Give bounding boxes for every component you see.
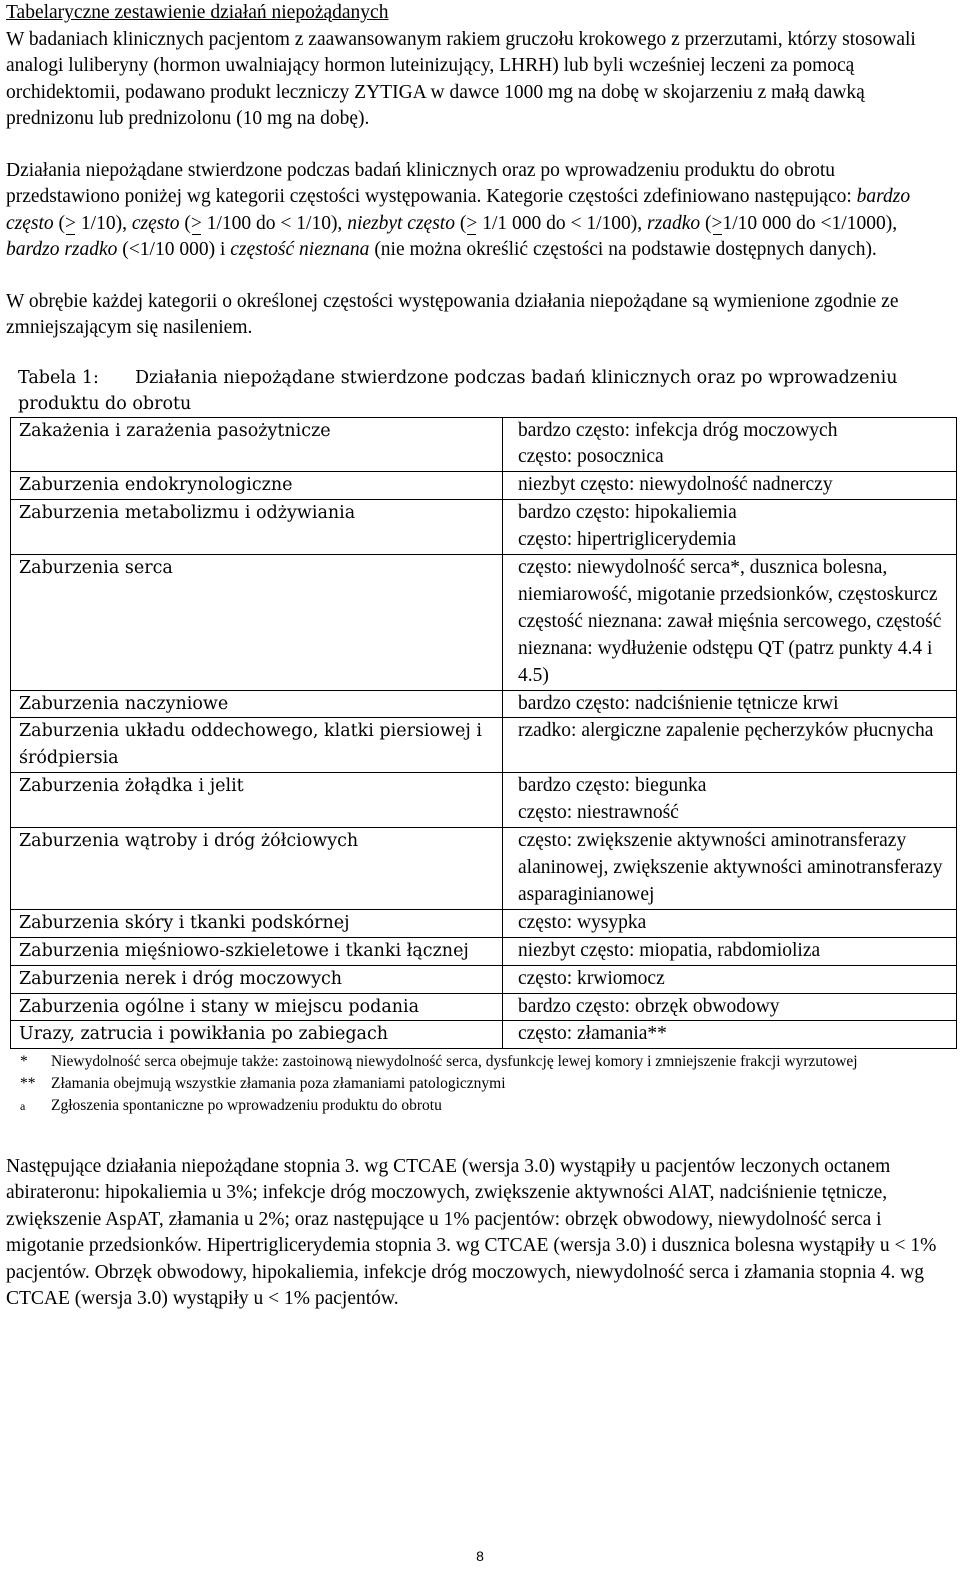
organ-class-cell: Zaburzenia układu oddechowego, klatki piersiowej i śródpiersia	[11, 718, 503, 773]
organ-class-cell: Zaburzenia skóry i tkanki podskórnej	[11, 909, 503, 937]
frequency-line: rzadko: alergiczne zapalenie pęcherzyków płucnycha	[518, 720, 934, 742]
frequency-line: często: posocznica	[518, 446, 664, 468]
table-caption	[18, 365, 950, 417]
frequency-cell	[503, 773, 957, 828]
frequency-cell	[503, 500, 957, 555]
footnote	[20, 1095, 950, 1123]
freq-term-uncommon: niezbyt często	[347, 212, 455, 234]
frequency-line: często: zwiększenie aktywności aminotransferazy alaninowej, zwiększenie aktywności aminotransferazy asparaginianowej	[518, 830, 943, 905]
frequency-cell	[503, 690, 957, 718]
table-body	[11, 417, 957, 1049]
frequency-lead: Działania niepożądane stwierdzone podczas badań klinicznych oraz po wprowadzeniu produktu do obrotu przedstawiono poniżej wg kategorii częstości występowania. Kategorie częstości zdefiniowano następująco:	[6, 159, 857, 207]
table-row	[11, 909, 957, 937]
freq-term-common: często	[131, 212, 180, 234]
frequency-cell	[503, 472, 957, 500]
ge-symbol: >	[65, 211, 76, 238]
frequency-line: często: niestrawność	[518, 802, 679, 824]
organ-class-cell: Zaburzenia wątroby i dróg żółciowych	[11, 828, 503, 910]
table-footnotes	[20, 1051, 950, 1123]
frequency-cell	[503, 1021, 957, 1049]
frequency-paragraph: Działania niepożądane stwierdzone podczas badań klinicznych oraz po wprowadzeniu produktu do obrotu przedstawiono poniżej wg kategorii częstości występowania. Kategorie częstości zdefiniowano następująco: bardzo często (> 1/10), często (> 1/100 do < 1/10), niezbyt często (> 1/1 000 do < 1/100), rzadko (>1/10 000 do <1/1000), bardzo rzadko (<1/10 000) i częstość nieznana (nie można określić częstości na podstawie dostępnych danych).	[6, 159, 911, 260]
frequency-line: bardzo często: nadciśnienie tętnicze krwi	[518, 692, 839, 714]
frequency-line: bardzo często: infekcja dróg moczowych	[518, 419, 838, 441]
table-row	[11, 965, 957, 993]
table-row	[11, 718, 957, 773]
organ-class-cell: Zaburzenia serca	[11, 555, 503, 691]
frequency-cell	[503, 993, 957, 1021]
frequency-cell	[503, 965, 957, 993]
table-row	[11, 773, 957, 828]
table-row	[11, 828, 957, 910]
page-number: 8	[476, 1548, 484, 1564]
frequency-cell	[503, 718, 957, 773]
ge-symbol: >	[712, 211, 723, 238]
footnote-text: Zgłoszenia spontaniczne po wprowadzeniu produktu do obrotu	[51, 1097, 442, 1115]
organ-class-cell: Zaburzenia endokrynologiczne	[11, 472, 503, 500]
frequency-line: często: złamania**	[518, 1023, 667, 1045]
table-row	[11, 500, 957, 555]
organ-class-cell: Zaburzenia nerek i dróg moczowych	[11, 965, 503, 993]
freq-term-very-common: bardzo często	[6, 186, 911, 234]
organ-class-cell: Zaburzenia metabolizmu i odżywiania	[11, 500, 503, 555]
frequency-line: częstość nieznana: zawał mięśnia sercowego, częstość nieznana: wydłużenie odstępu QT (patrz punkty 4.4 i 4.5)	[518, 610, 942, 686]
frequency-line: często: wysypka	[518, 911, 647, 933]
frequency-cell	[503, 909, 957, 937]
table-row	[11, 555, 957, 691]
frequency-line: często: niewydolność serca*, dusznica bolesna, niemiarowość, migotanie przedsionków, częstoskurcz	[518, 557, 938, 605]
table-row	[11, 993, 957, 1021]
footnote-text: Złamania obejmują wszystkie złamania poza złamaniami patologicznymi	[51, 1075, 506, 1093]
footnote-mark: **	[20, 1075, 36, 1093]
adverse-reactions-table	[10, 417, 957, 1050]
frequency-line: bardzo często: biegunka	[518, 775, 707, 797]
frequency-line: często: hipertriglicerydemia	[518, 529, 737, 551]
organ-class-cell: Zaburzenia ogólne i stany w miejscu podania	[11, 993, 503, 1021]
freq-term-very-rare: bardzo rzadko	[6, 239, 118, 260]
frequency-line: bardzo często: hipokaliemia	[518, 502, 737, 524]
table-row	[11, 937, 957, 965]
frequency-line: niezbyt często: miopatia, rabdomioliza	[518, 939, 821, 961]
frequency-line: często: krwiomocz	[518, 967, 665, 989]
footnote-mark: a	[20, 1099, 26, 1114]
frequency-cell	[503, 555, 957, 691]
severity-paragraph: W obrębie każdej kategorii o określonej częstości występowania działania niepożądane są wymienione zgodnie ze zmniejszającym się nasileniem.	[6, 290, 899, 338]
footnote	[20, 1073, 950, 1095]
freq-term-unknown: częstość nieznana	[230, 239, 370, 260]
organ-class-cell: Zaburzenia żołądka i jelit	[11, 773, 503, 828]
table-caption-label: Tabela 1:	[18, 367, 99, 388]
footnote	[20, 1051, 950, 1073]
table-row	[11, 1021, 957, 1049]
table-caption-text: Działania niepożądane stwierdzone podczas badań klinicznych oraz po wprowadzeniu produktu do obrotu	[18, 367, 898, 414]
table-row	[11, 417, 957, 472]
frequency-cell	[503, 937, 957, 965]
freq-term-rare: rzadko	[647, 212, 701, 234]
frequency-line: niezbyt często: niewydolność nadnerczy	[518, 474, 833, 496]
organ-class-cell: Zakażenia i zarażenia pasożytnicze	[11, 417, 503, 472]
document-page	[6, 0, 950, 1313]
footnote-text: Niewydolność serca obejmuje także: zastoinową niewydolność serca, dysfunkcję lewej komory i zmniejszenie frakcji wyrzutowej	[51, 1053, 858, 1071]
frequency-cell	[503, 828, 957, 910]
table-row	[11, 690, 957, 718]
organ-class-cell: Urazy, zatrucia i powikłania po zabiegach	[11, 1021, 503, 1049]
ctcae-paragraph: Następujące działania niepożądane stopnia 3. wg CTCAE (wersja 3.0) wystąpiły u pacjentów leczonych octanem abirateronu: hipokaliemia u 3%; infekcje dróg moczowych, zwiększenie aktywności AlAT, nadciśnienie tętnicze, zwiększenie AspAT, złamania u 2%; oraz następujące u 1% pacjentów: obrzęk obwodowy, niewydolność serca i migotanie przedsionków. Hipertriglicerydemia stopnia 3. wg CTCAE (wersja 3.0) i dusznica bolesna wystąpiły u < 1% pacjentów. Obrzęk obwodowy, hipokaliemia, infekcje dróg moczowych, niewydolność serca i złamania stopnia 4. wg CTCAE (wersja 3.0) wystąpiły u < 1% pacjentów.	[6, 1155, 937, 1309]
intro-paragraph: W badaniach klinicznych pacjentom z zaawansowanym rakiem gruczołu krokowego z przerzutami, którzy stosowali analogi luliberyny (hormon uwalniający hormon luteinizujący, LHRH) lub byli wcześniej leczeni za pomocą orchidektomii, podawano produkt leczniczy ZYTIGA w dawce 1000 mg na dobę w skojarzeniu z małą dawką prednizonu lub prednizolonu (10 mg na dobę).	[6, 28, 916, 129]
frequency-cell	[503, 417, 957, 472]
footnote-mark: *	[20, 1053, 28, 1071]
organ-class-cell: Zaburzenia mięśniowo-szkieletowe i tkanki łącznej	[11, 937, 503, 965]
table-row	[11, 472, 957, 500]
section-title: Tabelaryczne zestawienie działań niepożądanych	[6, 2, 389, 23]
frequency-line: bardzo często: obrzęk obwodowy	[518, 995, 780, 1017]
ge-symbol: >	[466, 211, 477, 238]
ge-symbol: >	[191, 211, 202, 238]
organ-class-cell: Zaburzenia naczyniowe	[11, 690, 503, 718]
